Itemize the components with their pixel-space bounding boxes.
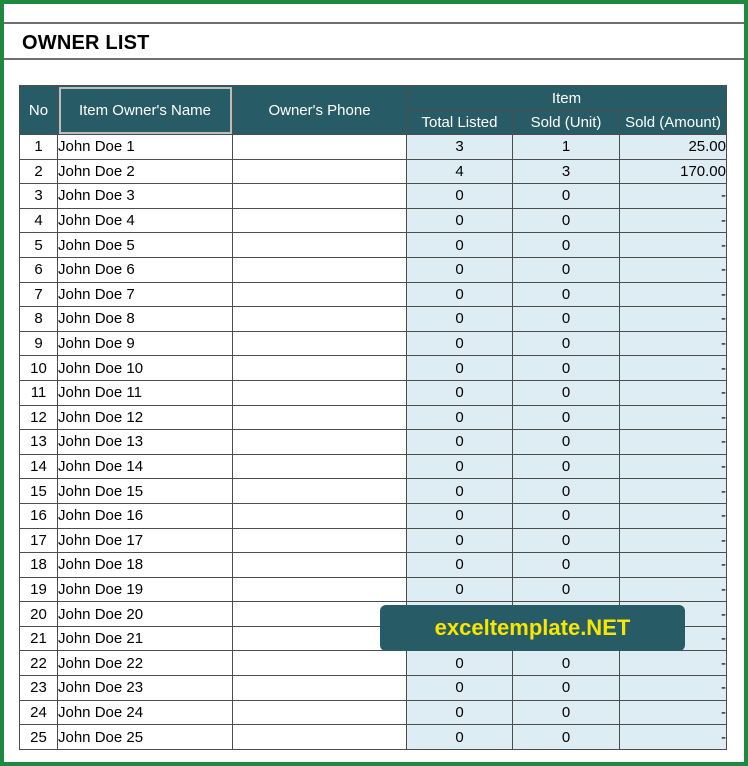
table-row — [20, 651, 727, 676]
cell-sold-unit[interactable]: 0 — [513, 503, 620, 528]
cell-owner-phone[interactable] — [233, 282, 407, 307]
header-owner-phone[interactable]: Owner's Phone — [233, 86, 407, 135]
cell-sold-amount[interactable]: - — [620, 528, 727, 553]
table-row — [20, 184, 727, 209]
cell-sold-unit[interactable]: 0 — [513, 233, 620, 258]
table-row — [20, 233, 727, 258]
cell-owner-name[interactable]: John Doe 19 — [58, 577, 233, 602]
cell-sold-amount[interactable]: - — [620, 430, 727, 455]
header-sold-unit[interactable]: Sold (Unit) — [513, 111, 620, 135]
cell-sold-amount[interactable]: - — [620, 307, 727, 332]
header-item-group[interactable]: Item — [407, 86, 727, 111]
cell-owner-name[interactable]: John Doe 20 — [58, 602, 233, 627]
cell-owner-name[interactable]: John Doe 9 — [58, 331, 233, 356]
cell-sold-amount[interactable]: - — [620, 454, 727, 479]
cell-owner-name[interactable]: John Doe 21 — [58, 626, 233, 651]
cell-total-listed[interactable]: 0 — [407, 282, 513, 307]
cell-no[interactable]: 15 — [20, 479, 58, 504]
cell-owner-name[interactable]: John Doe 22 — [58, 651, 233, 676]
cell-total-listed[interactable]: 0 — [407, 233, 513, 258]
table-row — [20, 479, 727, 504]
cell-owner-phone[interactable] — [233, 380, 407, 405]
cell-no[interactable]: 12 — [20, 405, 58, 430]
cell-sold-amount[interactable]: - — [620, 626, 727, 651]
cell-no[interactable]: 7 — [20, 282, 58, 307]
cell-sold-unit[interactable]: 0 — [513, 405, 620, 430]
cell-total-listed[interactable]: 0 — [407, 307, 513, 332]
header-no[interactable]: No — [20, 86, 58, 135]
table-row — [20, 430, 727, 455]
table-row — [20, 159, 727, 184]
cell-no[interactable]: 13 — [20, 430, 58, 455]
cell-owner-phone[interactable] — [233, 331, 407, 356]
table-row — [20, 676, 727, 701]
cell-no[interactable]: 2 — [20, 159, 58, 184]
cell-sold-unit[interactable]: 0 — [513, 553, 620, 578]
cell-no[interactable]: 5 — [20, 233, 58, 258]
cell-sold-unit[interactable]: 0 — [513, 282, 620, 307]
cell-owner-name[interactable]: John Doe 18 — [58, 553, 233, 578]
cell-sold-amount[interactable]: 170.00 — [620, 159, 727, 184]
cell-no[interactable]: 22 — [20, 651, 58, 676]
cell-sold-unit[interactable]: 0 — [513, 479, 620, 504]
table-row — [20, 282, 727, 307]
cell-sold-amount[interactable]: - — [620, 331, 727, 356]
table-row — [20, 135, 727, 160]
cell-owner-name[interactable]: John Doe 16 — [58, 503, 233, 528]
cell-owner-phone[interactable] — [233, 553, 407, 578]
header-total-listed[interactable]: Total Listed — [407, 111, 513, 135]
cell-owner-name[interactable]: John Doe 12 — [58, 405, 233, 430]
table-row — [20, 257, 727, 282]
cell-total-listed[interactable]: 0 — [407, 405, 513, 430]
table-body — [20, 135, 727, 750]
cell-no[interactable]: 21 — [20, 626, 58, 651]
table-row — [20, 454, 727, 479]
cell-no[interactable]: 16 — [20, 503, 58, 528]
cell-owner-phone[interactable] — [233, 135, 407, 160]
cell-sold-unit[interactable]: 0 — [513, 380, 620, 405]
cell-owner-name[interactable]: John Doe 11 — [58, 380, 233, 405]
cell-owner-name[interactable]: John Doe 8 — [58, 307, 233, 332]
cell-sold-amount[interactable]: - — [620, 479, 727, 504]
cell-total-listed[interactable]: 0 — [407, 208, 513, 233]
table-row — [20, 503, 727, 528]
cell-owner-phone[interactable] — [233, 233, 407, 258]
table-row — [20, 725, 727, 750]
cell-sold-amount[interactable]: - — [620, 356, 727, 381]
cell-no[interactable]: 17 — [20, 528, 58, 553]
cell-sold-amount[interactable]: - — [620, 725, 727, 750]
cell-sold-unit[interactable]: 3 — [513, 159, 620, 184]
table-row — [20, 208, 727, 233]
cell-owner-phone[interactable] — [233, 479, 407, 504]
cell-sold-amount[interactable]: - — [620, 257, 727, 282]
cell-owner-name[interactable]: John Doe 10 — [58, 356, 233, 381]
cell-owner-name[interactable]: John Doe 4 — [58, 208, 233, 233]
cell-sold-amount[interactable]: - — [620, 676, 727, 701]
cell-owner-phone[interactable] — [233, 651, 407, 676]
cell-owner-name[interactable]: John Doe 17 — [58, 528, 233, 553]
cell-sold-unit[interactable]: 0 — [513, 700, 620, 725]
cell-sold-unit[interactable]: 0 — [513, 725, 620, 750]
cell-no[interactable]: 19 — [20, 577, 58, 602]
cell-no[interactable]: 20 — [20, 602, 58, 627]
cell-sold-unit[interactable]: 0 — [513, 257, 620, 282]
cell-owner-name[interactable]: John Doe 14 — [58, 454, 233, 479]
cell-sold-unit[interactable]: 0 — [513, 454, 620, 479]
cell-total-listed[interactable]: 0 — [407, 700, 513, 725]
cell-owner-name[interactable]: John Doe 7 — [58, 282, 233, 307]
cell-no[interactable]: 25 — [20, 725, 58, 750]
cell-sold-unit[interactable]: 0 — [513, 356, 620, 381]
cell-total-listed[interactable]: 0 — [407, 356, 513, 381]
table-row — [20, 356, 727, 381]
header-owner-name[interactable]: Item Owner's Name — [58, 86, 233, 135]
cell-owner-phone[interactable] — [233, 528, 407, 553]
cell-sold-unit[interactable]: 0 — [513, 577, 620, 602]
cell-owner-phone[interactable] — [233, 676, 407, 701]
cell-owner-phone[interactable] — [233, 725, 407, 750]
cell-sold-amount[interactable]: - — [620, 577, 727, 602]
cell-sold-unit[interactable]: 0 — [513, 208, 620, 233]
cell-total-listed[interactable]: 0 — [407, 454, 513, 479]
cell-owner-name[interactable]: John Doe 13 — [58, 430, 233, 455]
cell-no[interactable]: 4 — [20, 208, 58, 233]
title-band — [4, 22, 744, 60]
cell-sold-amount[interactable]: - — [620, 233, 727, 258]
cell-owner-name[interactable]: John Doe 1 — [58, 135, 233, 160]
cell-owner-name[interactable]: John Doe 23 — [58, 676, 233, 701]
cell-sold-unit[interactable]: 0 — [513, 676, 620, 701]
cell-total-listed[interactable]: 0 — [407, 676, 513, 701]
cell-total-listed[interactable]: 3 — [407, 135, 513, 160]
cell-owner-phone[interactable] — [233, 405, 407, 430]
cell-total-listed[interactable]: 0 — [407, 380, 513, 405]
cell-owner-phone[interactable] — [233, 257, 407, 282]
cell-owner-name[interactable]: John Doe 6 — [58, 257, 233, 282]
cell-no[interactable]: 23 — [20, 676, 58, 701]
cell-sold-amount[interactable]: - — [620, 503, 727, 528]
table-row — [20, 331, 727, 356]
header-sold-amount[interactable]: Sold (Amount) — [620, 111, 727, 135]
cell-sold-unit[interactable]: 1 — [513, 135, 620, 160]
cell-sold-amount[interactable]: 25.00 — [620, 135, 727, 160]
cell-sold-amount[interactable]: - — [620, 184, 727, 209]
cell-owner-phone[interactable] — [233, 454, 407, 479]
cell-sold-amount[interactable]: - — [620, 208, 727, 233]
cell-owner-name[interactable]: John Doe 15 — [58, 479, 233, 504]
cell-owner-phone[interactable] — [233, 503, 407, 528]
table-row — [20, 553, 727, 578]
table-row — [20, 307, 727, 332]
cell-no[interactable]: 11 — [20, 380, 58, 405]
cell-sold-amount[interactable]: - — [620, 700, 727, 725]
cell-total-listed[interactable]: 0 — [407, 651, 513, 676]
cell-total-listed[interactable]: 0 — [407, 331, 513, 356]
cell-no[interactable]: 24 — [20, 700, 58, 725]
cell-sold-amount[interactable]: - — [620, 380, 727, 405]
cell-sold-unit[interactable]: 0 — [513, 184, 620, 209]
table-row — [20, 528, 727, 553]
cell-sold-amount[interactable]: - — [620, 602, 727, 627]
table-row — [20, 380, 727, 405]
cell-owner-name[interactable]: John Doe 2 — [58, 159, 233, 184]
cell-owner-name[interactable]: John Doe 25 — [58, 725, 233, 750]
cell-total-listed[interactable]: 0 — [407, 479, 513, 504]
cell-total-listed[interactable]: 0 — [407, 577, 513, 602]
cell-sold-unit[interactable]: 0 — [513, 307, 620, 332]
cell-owner-phone[interactable] — [233, 577, 407, 602]
cell-sold-unit[interactable]: 0 — [513, 430, 620, 455]
table-row — [20, 405, 727, 430]
cell-no[interactable]: 14 — [20, 454, 58, 479]
cell-total-listed[interactable]: 0 — [407, 503, 513, 528]
cell-owner-phone[interactable] — [233, 430, 407, 455]
cell-owner-name[interactable]: John Doe 3 — [58, 184, 233, 209]
cell-sold-amount[interactable]: - — [620, 405, 727, 430]
cell-total-listed[interactable]: 0 — [407, 725, 513, 750]
cell-owner-phone[interactable] — [233, 307, 407, 332]
cell-sold-unit[interactable]: 0 — [513, 528, 620, 553]
page-title: OWNER LIST — [22, 32, 150, 54]
cell-sold-unit[interactable]: 0 — [513, 651, 620, 676]
table-row — [20, 577, 727, 602]
cell-owner-phone[interactable] — [233, 356, 407, 381]
cell-owner-name[interactable]: John Doe 24 — [58, 700, 233, 725]
cell-owner-phone[interactable] — [233, 184, 407, 209]
cell-no[interactable]: 6 — [20, 257, 58, 282]
cell-total-listed[interactable]: 0 — [407, 430, 513, 455]
cell-total-listed[interactable]: 4 — [407, 159, 513, 184]
cell-total-listed[interactable]: 0 — [407, 184, 513, 209]
watermark-badge — [380, 605, 685, 651]
cell-sold-amount[interactable]: - — [620, 553, 727, 578]
cell-sold-amount[interactable]: - — [620, 282, 727, 307]
cell-no[interactable]: 18 — [20, 553, 58, 578]
cell-no[interactable]: 1 — [20, 135, 58, 160]
cell-owner-name[interactable]: John Doe 5 — [58, 233, 233, 258]
cell-owner-phone[interactable] — [233, 159, 407, 184]
cell-owner-phone[interactable] — [233, 700, 407, 725]
cell-sold-unit[interactable]: 0 — [513, 331, 620, 356]
cell-total-listed[interactable]: 0 — [407, 257, 513, 282]
cell-sold-amount[interactable]: - — [620, 651, 727, 676]
watermark-text: exceltemplate.NET — [434, 615, 631, 640]
cell-total-listed[interactable]: 0 — [407, 528, 513, 553]
cell-no[interactable]: 3 — [20, 184, 58, 209]
cell-owner-phone[interactable] — [233, 208, 407, 233]
cell-total-listed[interactable]: 0 — [407, 553, 513, 578]
cell-no[interactable]: 8 — [20, 307, 58, 332]
table-row — [20, 700, 727, 725]
cell-no[interactable]: 10 — [20, 356, 58, 381]
cell-no[interactable]: 9 — [20, 331, 58, 356]
